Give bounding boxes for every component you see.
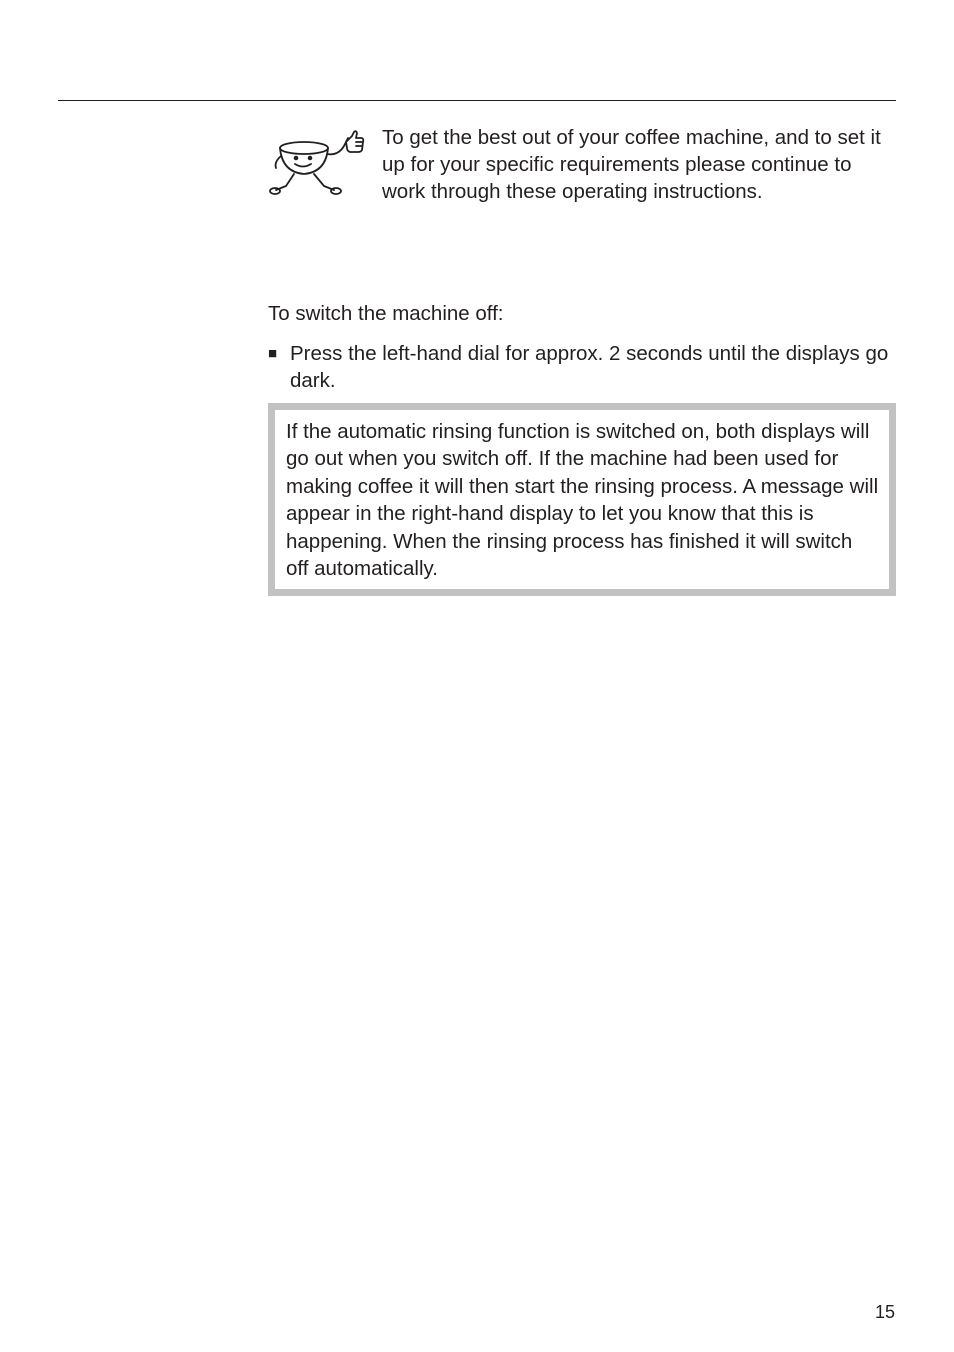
- intro-text: To get the best out of your coffee machine, and to set it up for your specific requirements please continue to work through these operating instructions.: [382, 126, 881, 204]
- note-box: [268, 403, 896, 596]
- intro-paragraph: [268, 124, 896, 206]
- top-rule: [58, 100, 896, 101]
- switch-off-heading: To switch the machine off:: [268, 302, 504, 325]
- list-item: [268, 340, 896, 394]
- coffee-cup-mascot-icon: [268, 128, 368, 198]
- bullet-text: Press the left-hand dial for approx. 2 seconds until the displays go dark.: [290, 342, 889, 393]
- square-bullet-icon: ■: [268, 345, 278, 362]
- page-content: [268, 124, 896, 581]
- page-number: 15: [874, 1302, 895, 1322]
- note-text: If the automatic rinsing function is switched on, both displays will go out when you switch off. If the machine had been used for making coffee it will then start the rinsing process. A message will appear in the right-hand display to let you know that this is happening. When the rinsing process has finished it will switch off automatically.: [286, 420, 879, 581]
